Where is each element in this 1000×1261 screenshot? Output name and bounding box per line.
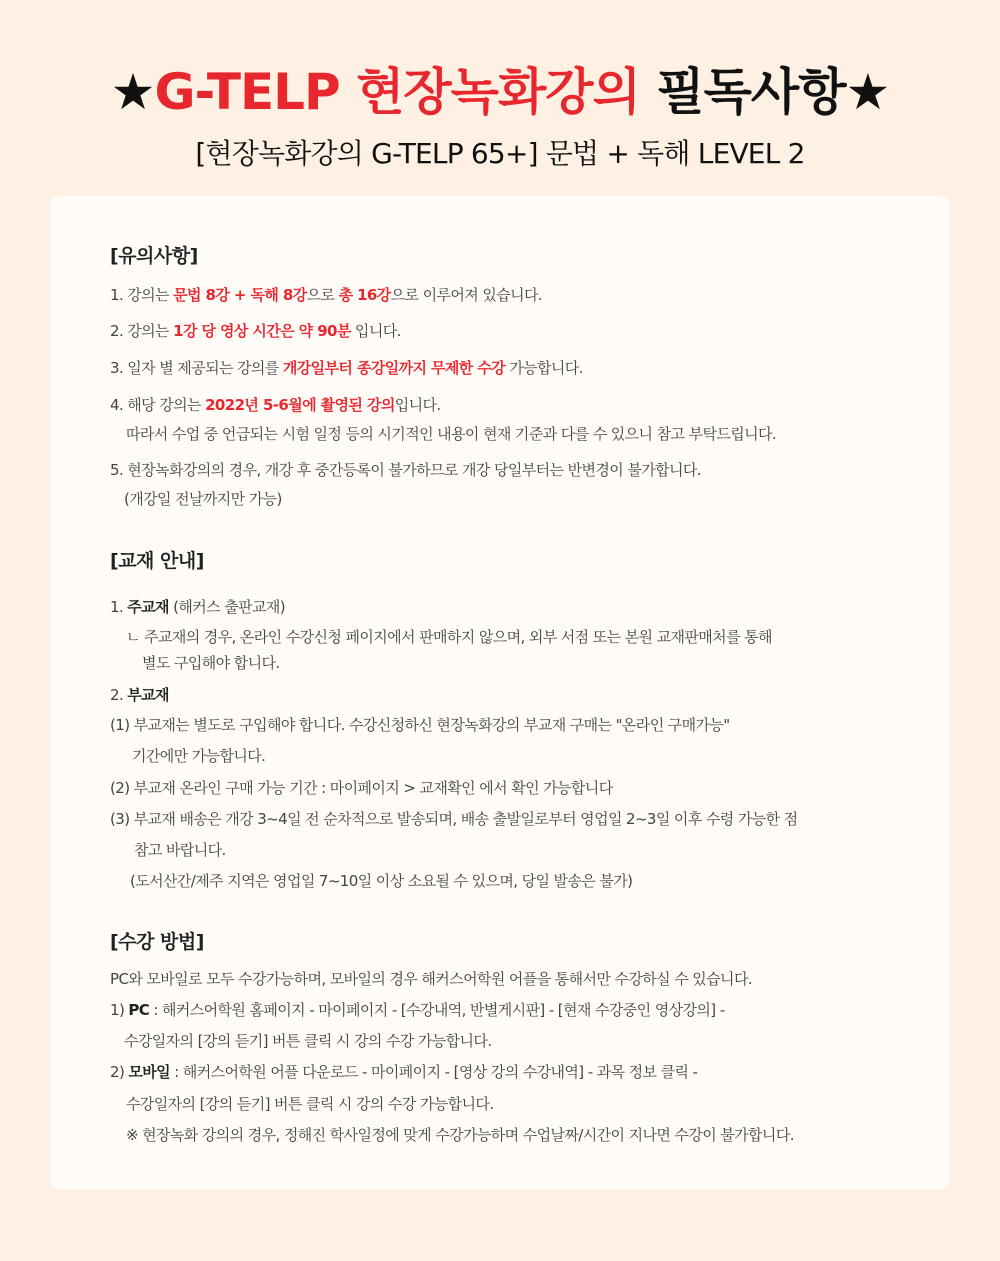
textbook-item-1-note: ㄴ 주교재의 경우, 온라인 수강신청 페이지에서 판매하지 않으며, 외부 서점 또는 본원 교재판매처를 통해	[126, 628, 772, 646]
method-intro: PC와 모바일로 모두 수강가능하며, 모바일의 경우 해커스어학원 어플을 통해서만 수강하실 수 있습니다.	[110, 970, 752, 988]
star-right: ★	[845, 63, 890, 121]
method-mobile-cont: 수강일자의 [강의 듣기] 버튼 클릭 시 강의 수강 가능합니다.	[126, 1095, 494, 1113]
method-pc: 1) PC : 해커스어학원 홈페이지 - 마이페이지 - [수강내역, 반별게시판] - [현재 수강중인 영상강의] -	[110, 1001, 725, 1019]
method-section-title: [수강 방법]	[110, 931, 204, 953]
textbook-sub-3: (3) 부교재 배송은 개강 3~4일 전 순차적으로 발송되며, 배송 출발일로부터 영업일 2~3일 이후 수령 가능한 점	[110, 810, 798, 828]
textbook-item-1: 1. 주교재 (해커스 출판교재)	[110, 598, 286, 616]
textbook-item-1-note-cont: 별도 구입해야 합니다.	[142, 654, 280, 672]
notice-item-5: 5. 현장녹화강의의 경우, 개강 후 중간등록이 불가하므로 개강 당일부터는 반변경이 불가합니다.	[110, 461, 701, 479]
textbook-sub-3-cont: 참고 바랍니다.	[134, 841, 226, 859]
textbook-section-title: [교재 안내]	[110, 550, 204, 572]
textbook-sub-3-note: (도서산간/제주 지역은 영업일 7~10일 이상 소요될 수 있으며, 당일 발송은 불가)	[130, 872, 633, 890]
notice-item-5-detail: (개강일 전날까지만 가능)	[124, 490, 282, 508]
notice-section-title: [유의사항]	[110, 245, 198, 267]
notice-item-4: 4. 해당 강의는 2022년 5-6월에 촬영된 강의입니다.	[110, 396, 441, 414]
textbook-item-2: 2. 부교재	[110, 686, 169, 704]
title-red: G-TELP 현장녹화강의	[154, 63, 640, 121]
notice-item-4-detail: 따라서 수업 중 언급되는 시험 일정 등의 시기적인 내용이 현재 기준과 다를 수 있으니 참고 부탁드립니다.	[126, 425, 777, 443]
notice-item-1: 1. 강의는 문법 8강 + 독해 8강으로 총 16강으로 이루어져 있습니다.	[110, 286, 543, 304]
star-left: ★	[110, 63, 155, 121]
method-pc-cont: 수강일자의 [강의 듣기] 버튼 클릭 시 강의 수강 가능합니다.	[124, 1032, 492, 1050]
notice-item-3: 3. 일자 별 제공되는 강의를 개강일부터 종강일까지 무제한 수강 가능합니다.	[110, 359, 583, 377]
textbook-sub-1: (1) 부교재는 별도로 구입해야 합니다. 수강신청하신 현장녹화강의 부교재 구매는 "온라인 구매가능"	[110, 716, 730, 734]
textbook-sub-1-cont: 기간에만 가능합니다.	[132, 747, 266, 765]
method-mobile: 2) 모바일 : 해커스어학원 어플 다운로드 - 마이페이지 - [영상 강의 수강내역] - 과목 정보 클릭 -	[110, 1063, 698, 1081]
method-note: ※ 현장녹화 강의의 경우, 정해진 학사일정에 맞게 수강가능하며 수업날짜/시간이 지나면 수강이 불가합니다.	[126, 1126, 794, 1144]
title-black: 필독사항	[656, 63, 846, 121]
page-subtitle: [현장녹화강의 G-TELP 65+] 문법 + 독해 LEVEL 2	[195, 137, 805, 170]
notice-item-2: 2. 강의는 1강 당 영상 시간은 약 90분 입니다.	[110, 322, 401, 340]
page-title	[0, 52, 1000, 124]
textbook-sub-2: (2) 부교재 온라인 구매 가능 기간 : 마이페이지 > 교재확인 에서 확인 가능합니다	[110, 779, 613, 797]
